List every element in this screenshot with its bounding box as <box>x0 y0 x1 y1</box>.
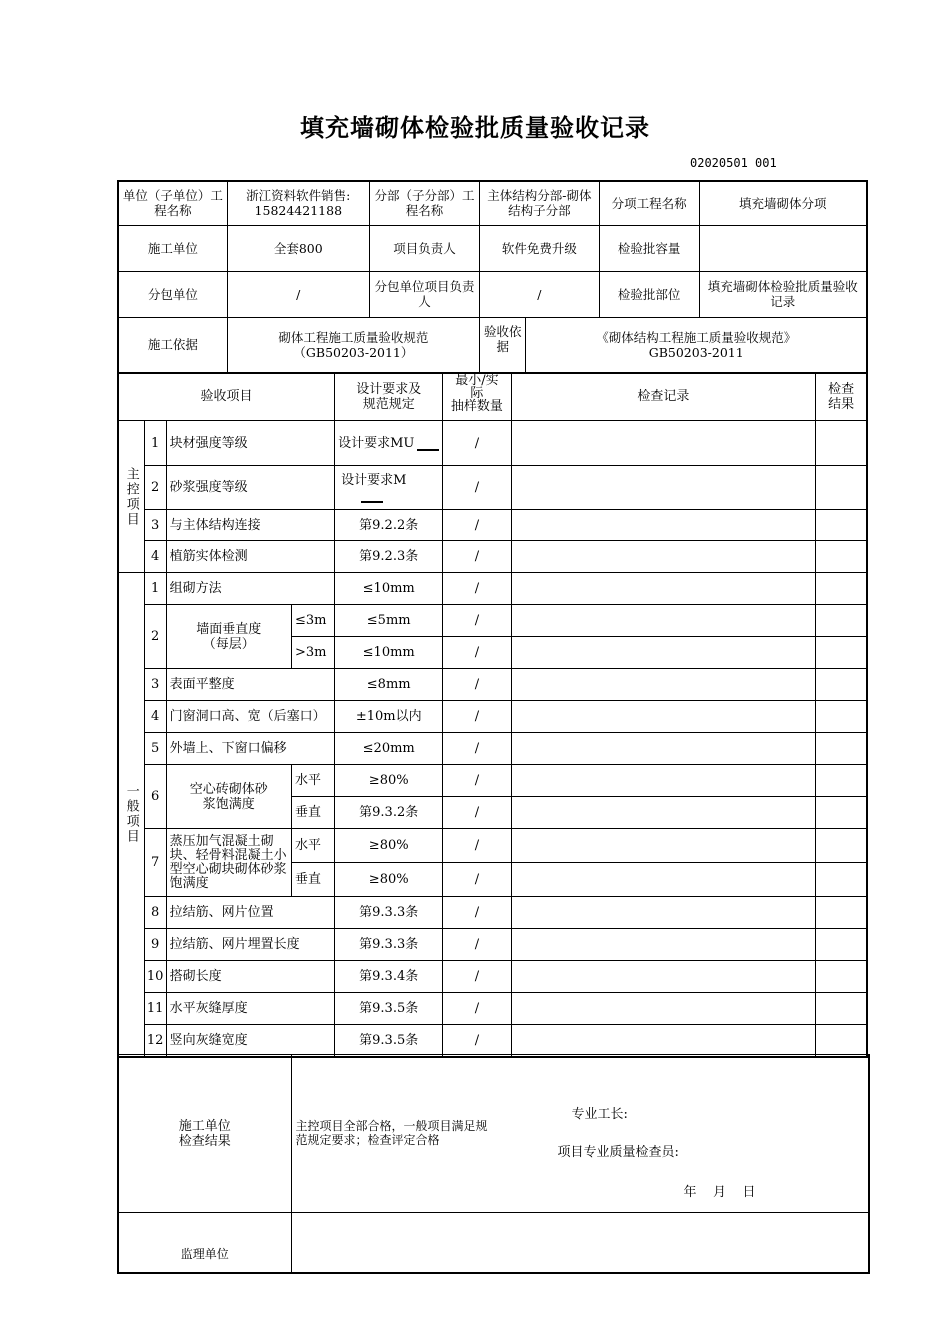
table-row <box>118 897 867 929</box>
row-spec: 第9.3.2条 <box>335 797 443 829</box>
row-sub: 垂直 <box>291 797 334 829</box>
check-text-line1: 主控项目全部合格，一般项目满足规 <box>295 1119 488 1133</box>
batch-capacity-label: 检验批容量 <box>599 225 699 271</box>
division-label: 分部（子分部）工程名称 <box>369 181 479 225</box>
col-sample-line1: 最小/实 <box>455 373 499 388</box>
row-result[interactable] <box>816 829 867 863</box>
row-result[interactable] <box>816 765 867 797</box>
table-row <box>118 961 867 993</box>
row-spec: 第9.3.4条 <box>335 961 443 993</box>
row-sample: / <box>443 605 511 637</box>
basis-label: 施工依据 <box>118 317 227 373</box>
row-record[interactable] <box>511 637 816 669</box>
row-result[interactable] <box>816 897 867 929</box>
row-record[interactable] <box>511 466 816 510</box>
row-name: 竖向灰缝宽度 <box>166 1025 334 1057</box>
row-sample: / <box>443 993 511 1025</box>
check-text-line2: 范规定要求；检查评定合格 <box>295 1133 440 1147</box>
sub-pm-label: 分包单位项目负责人 <box>369 271 479 317</box>
row-name: 门窗洞口高、宽（后塞口） <box>166 701 334 733</box>
col-design-line1: 设计要求及 <box>356 381 422 397</box>
pm-label: 项目负责人 <box>369 225 479 271</box>
row-name: 拉结筋、网片埋置长度 <box>166 929 334 961</box>
row-no: 4 <box>144 701 166 733</box>
row-sample: / <box>443 829 511 863</box>
row-no: 3 <box>144 510 166 541</box>
row-record[interactable] <box>511 897 816 929</box>
row-record[interactable] <box>511 765 816 797</box>
header-table <box>117 180 868 374</box>
row-sample: / <box>443 669 511 701</box>
row-name <box>166 765 291 829</box>
acceptance-basis-line1: 《砌体结构工程施工质量验收规范》 <box>596 329 797 345</box>
row-no: 3 <box>144 669 166 701</box>
row-result[interactable] <box>816 863 867 897</box>
unit-value-line2: 15824421188 <box>254 203 343 219</box>
row-name-line1: 墙面垂直度 <box>196 621 262 637</box>
row-result[interactable] <box>816 541 867 573</box>
row-name: 搭砌长度 <box>166 961 334 993</box>
row-record[interactable] <box>511 961 816 993</box>
row-result[interactable] <box>816 733 867 765</box>
row-result[interactable] <box>816 797 867 829</box>
row-spec-text: 设计要求M <box>341 472 407 488</box>
row-name: 水平灰缝厚度 <box>166 993 334 1025</box>
row-record[interactable] <box>511 993 816 1025</box>
row-sample: / <box>443 929 511 961</box>
contractor-label: 施工单位 <box>118 225 227 271</box>
table-row <box>118 929 867 961</box>
col-result-line2: 结果 <box>828 396 855 412</box>
row-record[interactable] <box>511 573 816 605</box>
table-row <box>118 765 867 797</box>
row-no: 6 <box>144 765 166 829</box>
row-spec: ≤10mm <box>335 637 443 669</box>
table-row <box>118 573 867 605</box>
form-code: 02020501 001 <box>690 156 777 170</box>
row-no: 2 <box>144 466 166 510</box>
row-name-line2: （每层） <box>202 636 255 652</box>
batch-part-value: 填充墙砌体检验批质量验收记录 <box>699 271 867 317</box>
row-no: 10 <box>144 961 166 993</box>
batch-capacity-value <box>699 225 867 271</box>
row-name: 表面平整度 <box>166 669 334 701</box>
row-no: 4 <box>144 541 166 573</box>
col-sample-line3: 抽样数量 <box>450 399 503 414</box>
supervision-label: 监理单位 <box>118 1213 291 1273</box>
row-spec: 第9.3.3条 <box>335 929 443 961</box>
table-row <box>118 733 867 765</box>
row-no: 5 <box>144 733 166 765</box>
row-sample: / <box>443 466 511 510</box>
row-result[interactable] <box>816 993 867 1025</box>
row-spec: ≤5mm <box>335 605 443 637</box>
row-record[interactable] <box>511 929 816 961</box>
col-result-line1: 检查 <box>828 381 855 397</box>
row-name-line1: 空心砖砌体砂 <box>189 781 268 797</box>
acceptance-basis-line2: GB50203-2011 <box>648 344 744 360</box>
unit-value <box>227 181 369 225</box>
col-result-header <box>816 373 867 421</box>
acceptance-basis-value <box>526 317 867 373</box>
blank-underline <box>417 437 439 451</box>
row-sample: / <box>443 1025 511 1057</box>
basis-value-line1: 砌体工程施工质量验收规范 <box>278 329 429 345</box>
row-spec: 第9.2.3条 <box>335 541 443 573</box>
acceptance-basis-label: 验收依据 <box>480 317 526 373</box>
row-result[interactable] <box>816 1025 867 1057</box>
row-sub: >3m <box>291 637 334 669</box>
row-record[interactable] <box>511 797 816 829</box>
row-spec: ≤8mm <box>335 669 443 701</box>
row-sub: 水平 <box>291 765 334 797</box>
row-no: 12 <box>144 1025 166 1057</box>
row-name: 外墙上、下窗口偏移 <box>166 733 334 765</box>
col-sample-line2: 际 <box>470 386 484 401</box>
table-row <box>118 466 867 510</box>
foreman-label: 专业工长: <box>571 1107 628 1122</box>
table-row <box>118 993 867 1025</box>
row-spec: ±10m以内 <box>335 701 443 733</box>
check-label <box>118 1055 291 1213</box>
row-record[interactable] <box>511 605 816 637</box>
footer-table <box>117 1054 870 1274</box>
row-sample: / <box>443 637 511 669</box>
row-sub: 垂直 <box>291 863 334 897</box>
row-sample: / <box>443 897 511 929</box>
row-record[interactable] <box>511 669 816 701</box>
row-sub: 水平 <box>291 829 334 863</box>
pm-value: 软件免费升级 <box>480 225 600 271</box>
row-spec: ≤20mm <box>335 733 443 765</box>
sub-pm-value: / <box>480 271 600 317</box>
basis-value <box>227 317 479 373</box>
col-item-header: 验收项目 <box>118 373 335 421</box>
row-no: 9 <box>144 929 166 961</box>
row-result[interactable] <box>816 421 867 466</box>
date-label: 年 月 日 <box>683 1185 756 1200</box>
row-sample: / <box>443 733 511 765</box>
table-row <box>118 1025 867 1057</box>
row-no: 7 <box>144 829 166 897</box>
row-sample: / <box>443 961 511 993</box>
inspector-label: 项目专业质量检查员: <box>557 1145 679 1160</box>
row-record[interactable] <box>511 1025 816 1057</box>
row-sample: / <box>443 701 511 733</box>
table-row <box>118 510 867 541</box>
row-no: 11 <box>144 993 166 1025</box>
row-sample: / <box>443 421 511 466</box>
row-sample: / <box>443 573 511 605</box>
unit-value-line1: 浙江资料软件销售: <box>246 188 351 204</box>
general-group-label: 一般项目 <box>118 573 144 1057</box>
row-sample: / <box>443 765 511 797</box>
row-record[interactable] <box>511 510 816 541</box>
row-record[interactable] <box>511 863 816 897</box>
row-name: 与主体结构连接 <box>166 510 334 541</box>
main-group-label: 主控项目 <box>118 421 144 573</box>
row-record[interactable] <box>511 733 816 765</box>
row-name: 植筋实体检测 <box>166 541 334 573</box>
row-name: 块材强度等级 <box>166 421 334 466</box>
table-row <box>118 541 867 573</box>
table-row <box>118 605 867 637</box>
col-design-line2: 规范规定 <box>362 396 415 412</box>
supervision-result[interactable] <box>291 1213 869 1273</box>
sub-item-value: 填充墙砌体分项 <box>699 181 867 225</box>
row-sub: ≤3m <box>291 605 334 637</box>
check-label-line1: 施工单位 <box>178 1118 231 1134</box>
row-result[interactable] <box>816 961 867 993</box>
row-sample: / <box>443 541 511 573</box>
row-spec: ≤10mm <box>335 573 443 605</box>
row-sample: / <box>443 797 511 829</box>
row-spec <box>335 421 443 466</box>
division-value: 主体结构分部-砌体结构子分部 <box>480 181 600 225</box>
subcontractor-label: 分包单位 <box>118 271 227 317</box>
table-row <box>118 669 867 701</box>
row-no: 1 <box>144 421 166 466</box>
check-result[interactable] <box>291 1055 869 1213</box>
row-name-line2: 浆饱满度 <box>202 796 255 812</box>
row-no: 1 <box>144 573 166 605</box>
row-no: 2 <box>144 605 166 669</box>
row-result[interactable] <box>816 573 867 605</box>
row-spec-text: 设计要求MU <box>338 435 415 451</box>
basis-value-line2: （GB50203-2011） <box>293 344 414 360</box>
table-row <box>118 421 867 466</box>
row-spec: 第9.3.3条 <box>335 897 443 929</box>
col-design-header <box>335 373 443 421</box>
row-name: 蒸压加气混凝土砌块、轻骨料混凝土小型空心砌块砌体砂浆饱满度 <box>166 829 291 897</box>
row-spec: ≥80% <box>335 765 443 797</box>
check-text <box>296 1119 488 1147</box>
table-row <box>118 701 867 733</box>
row-name: 组砌方法 <box>166 573 334 605</box>
row-name: 拉结筋、网片位置 <box>166 897 334 929</box>
check-label-line2: 检查结果 <box>178 1133 231 1149</box>
row-spec: ≥80% <box>335 829 443 863</box>
row-result[interactable] <box>816 637 867 669</box>
row-result[interactable] <box>816 510 867 541</box>
batch-part-label: 检验批部位 <box>599 271 699 317</box>
col-record-header: 检查记录 <box>511 373 816 421</box>
col-sample-header <box>443 373 511 421</box>
row-spec: 第9.3.5条 <box>335 993 443 1025</box>
row-name <box>166 605 291 669</box>
sub-item-label: 分项工程名称 <box>599 181 699 225</box>
row-result[interactable] <box>816 669 867 701</box>
row-sample: / <box>443 510 511 541</box>
subcontractor-value: / <box>227 271 369 317</box>
row-spec: ≥80% <box>335 863 443 897</box>
row-spec: 第9.3.5条 <box>335 1025 443 1057</box>
row-record[interactable] <box>511 421 816 466</box>
blank-underline <box>361 489 383 503</box>
page-title: 填充墙砌体检验批质量验收记录 <box>300 113 650 142</box>
row-result[interactable] <box>816 929 867 961</box>
row-record[interactable] <box>511 701 816 733</box>
row-result[interactable] <box>816 701 867 733</box>
items-table <box>117 372 868 1058</box>
row-name: 砂浆强度等级 <box>166 466 334 510</box>
contractor-value: 全套800 <box>227 225 369 271</box>
row-record[interactable] <box>511 829 816 863</box>
row-result[interactable] <box>816 466 867 510</box>
row-spec: 第9.2.2条 <box>335 510 443 541</box>
row-spec <box>335 466 443 510</box>
row-result[interactable] <box>816 605 867 637</box>
unit-label: 单位（子单位）工程名称 <box>118 181 227 225</box>
row-record[interactable] <box>511 541 816 573</box>
table-row <box>118 829 867 863</box>
row-no: 8 <box>144 897 166 929</box>
row-sample: / <box>443 863 511 897</box>
